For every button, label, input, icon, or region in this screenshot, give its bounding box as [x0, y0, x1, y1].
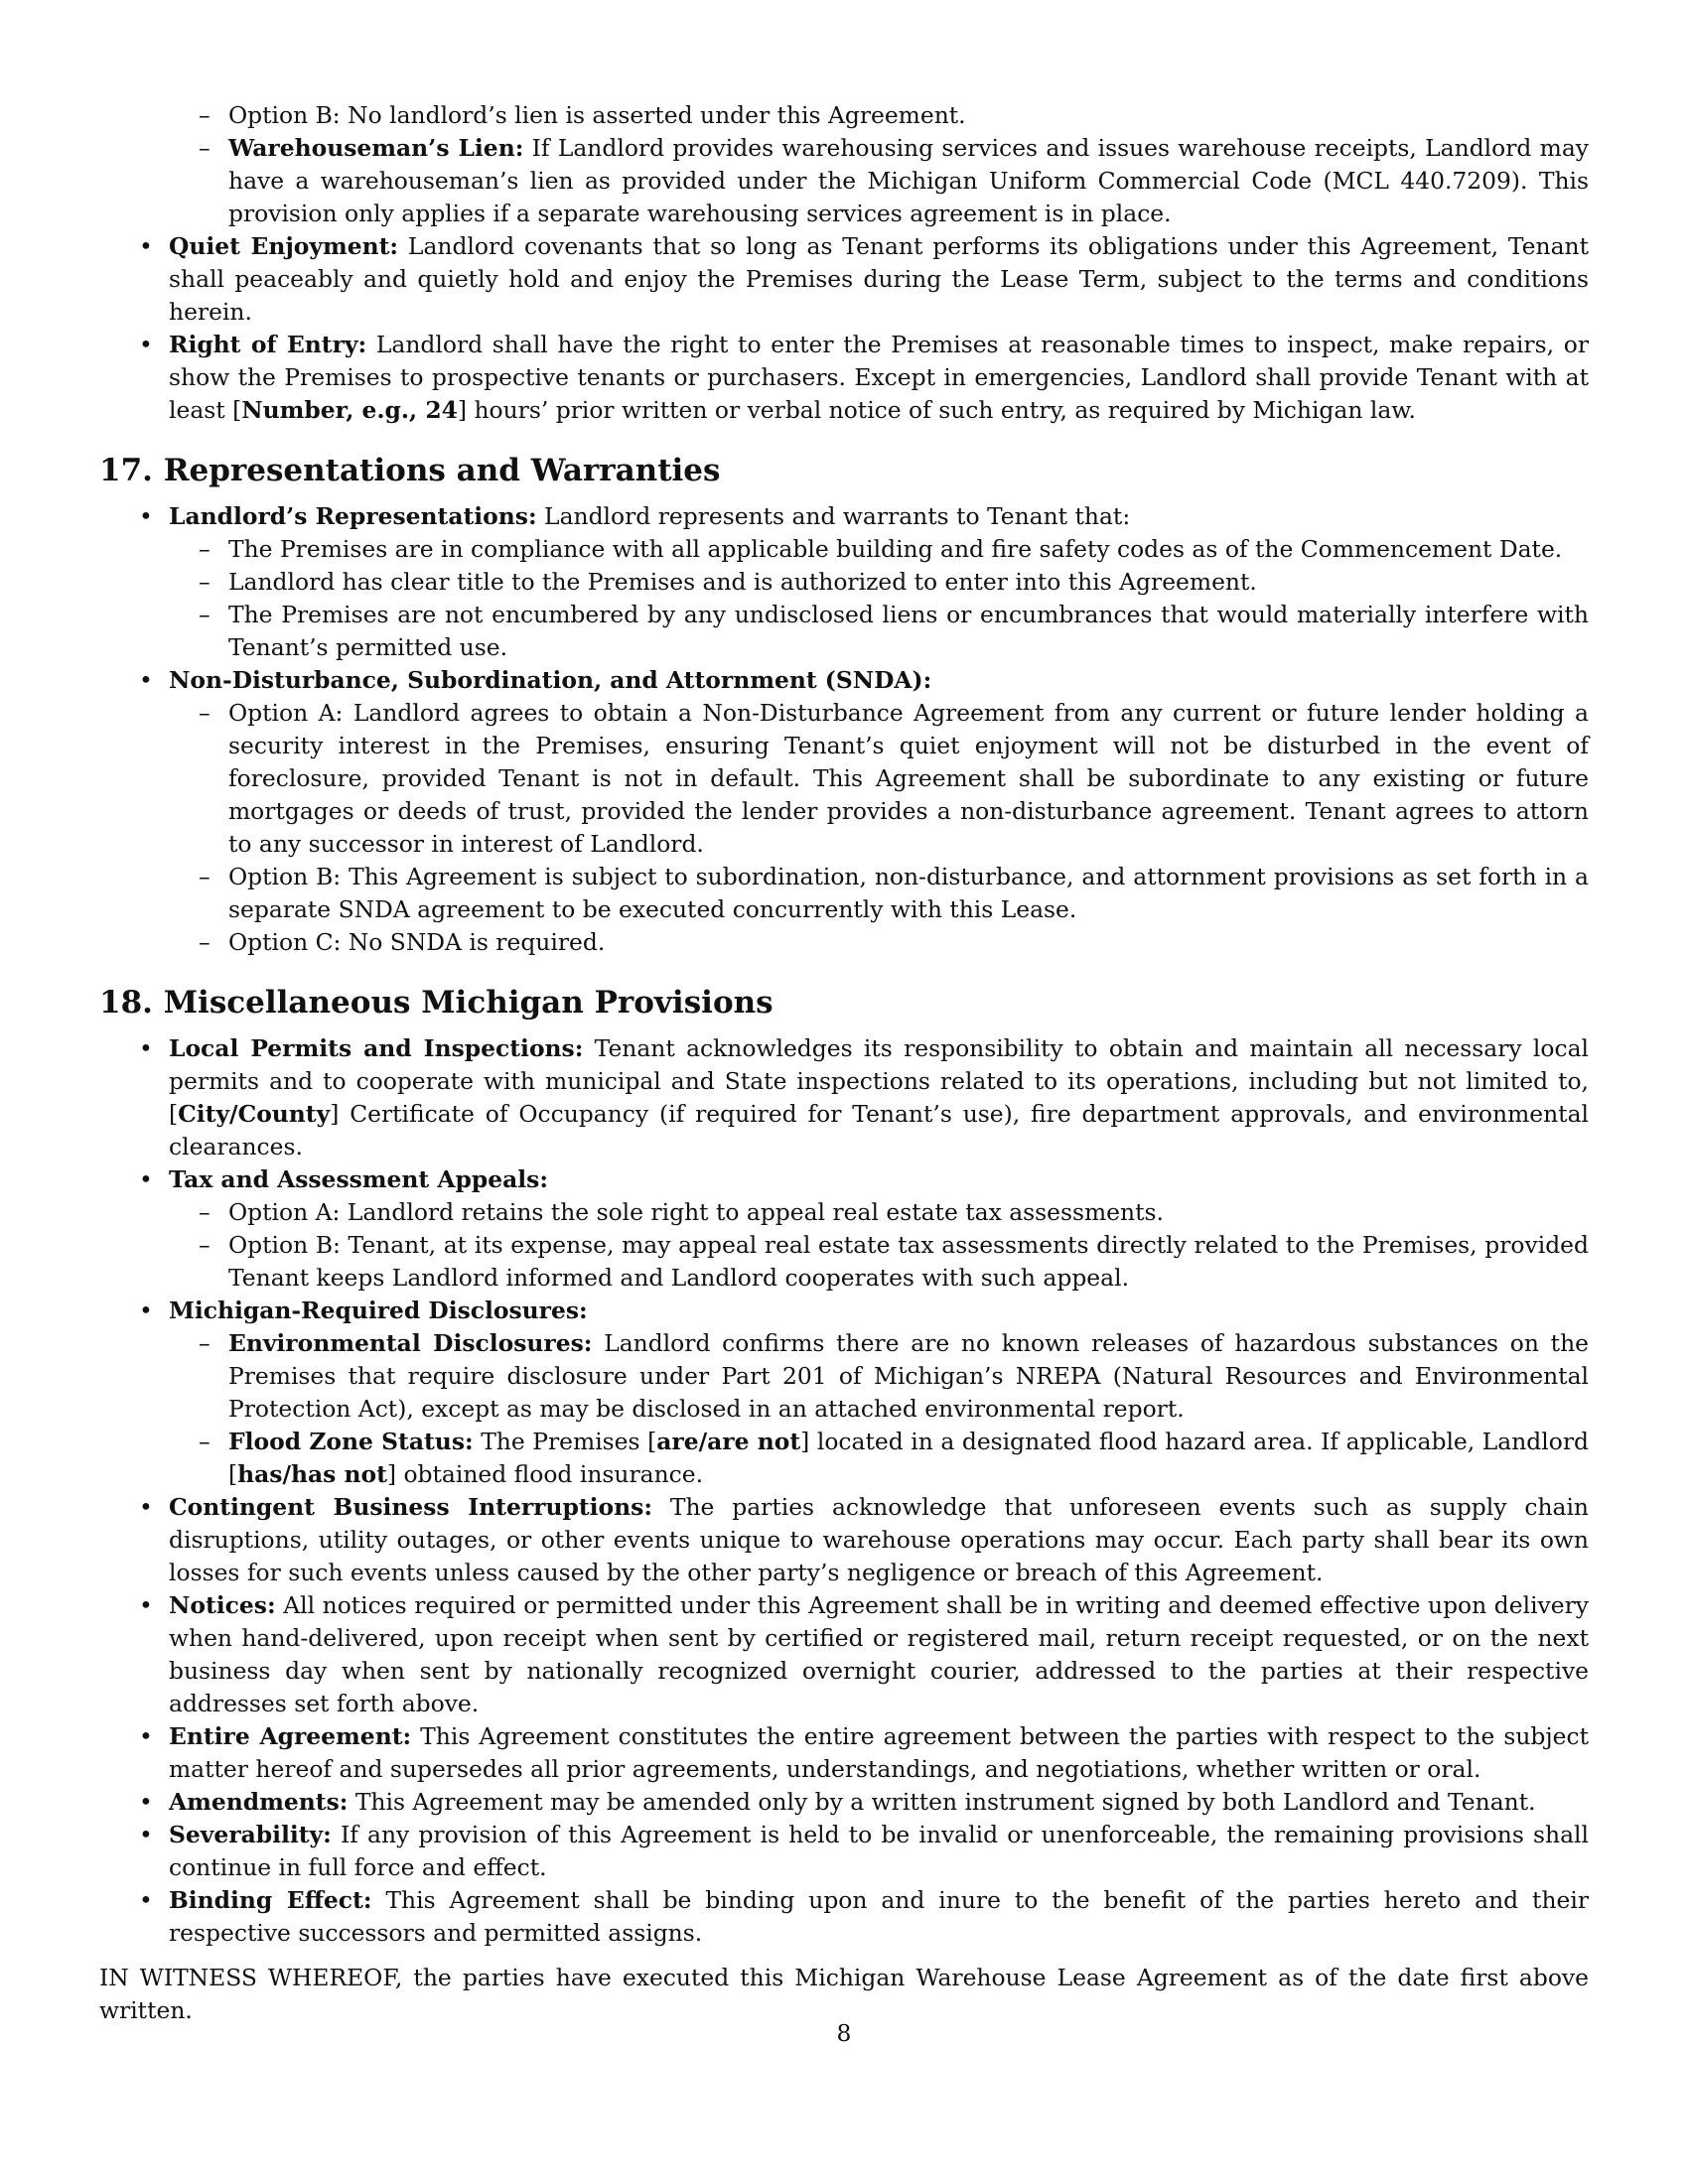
disclosures-list	[99, 1327, 1589, 1491]
list-item: • Quiet Enjoyment: Landlord covenants that so long as Tenant performs its obligations under this Agreement, Tenant shall peaceably and quietly hold and enjoy the Premises during the Lease Term, subject to the terms and conditions herein.	[139, 232, 1589, 326]
list-item: – The Premises are not encumbered by any undisclosed liens or encumbrances that would materially interfere with Tenant’s permitted use.	[199, 601, 1589, 661]
term-label: Contingent Business Interruptions:	[169, 1493, 652, 1521]
list-item: • Landlord’s Representations: Landlord represents and warrants to Tenant that: – The Premises are in compliance with all applicable building and fire safety codes as of the Commencement Date. – Landlord has clear title to the Premises and is authorized to enter into this Agreement. – The Premises are not encumbered by any undisclosed liens or encumbrances that would materially interfere with Tenant’s permitted use.	[99, 500, 1589, 664]
representations-list	[99, 533, 1589, 664]
term-label: Amendments:	[169, 1788, 349, 1816]
snda-options-list	[99, 697, 1589, 959]
lien-options-list	[169, 99, 1589, 230]
list-item: • Local Permits and Inspections: Tenant acknowledges its responsibility to obtain and maintain all necessary local permits and to cooperate with municipal and State inspections related to its operations, including but not limited to, [City/County] Certificate of Occupancy (if required for Tenant’s use), fire department approvals, and environmental clearances.	[139, 1034, 1590, 1160]
section-17-heading: 17. Representations and Warranties	[99, 453, 721, 488]
term-label: Environmental Disclosures:	[228, 1329, 593, 1357]
list-item: • Amendments: This Agreement may be amended only by a written instrument signed by both Landlord and Tenant.	[139, 1788, 1536, 1816]
section-17-body	[99, 500, 1589, 959]
list-item: • Tax and Assessment Appeals: – Option A: Landlord retains the sole right to appeal real estate tax assessments. – Option B: Tenant, at its expense, may appeal real estate tax assessments directly related to the Premises, provided Tenant keeps Landlord informed and Landlord cooperates with such appeal.	[99, 1163, 1589, 1295]
term-label: Warehouseman’s Lien:	[228, 134, 524, 162]
section-18-heading: 18. Miscellaneous Michigan Provisions	[99, 985, 774, 1021]
list-item: – Option B: No landlord’s lien is asserted under this Agreement.	[199, 101, 966, 129]
term-label: Tax and Assessment Appeals:	[169, 1165, 548, 1193]
term-label: Non-Disturbance, Subordination, and Attornment (SNDA):	[169, 666, 932, 694]
term-label: Landlord’s Representations:	[169, 502, 537, 530]
section-18-body	[99, 1032, 1589, 1950]
list-item: – Flood Zone Status: The Premises [are/are not] located in a designated flood hazard area. If applicable, Landlord [has/has not] obtained flood insurance.	[199, 1428, 1589, 1488]
section-17-list	[99, 500, 1589, 959]
list-item: – Option A: Landlord agrees to obtain a Non-Disturbance Agreement from any current or future lender holding a security interest in the Premises, ensuring Tenant’s quiet enjoyment will not be disturbed in the event of foreclosure, provided Tenant is not in default. This Agreement shall be subordinate to any existing or future mortgages or deeds of trust, provided the lender provides a non-disturbance agreement. Tenant agrees to attorn to any successor in interest of Landlord.	[199, 699, 1589, 858]
term-label: Flood Zone Status:	[228, 1428, 474, 1455]
list-item: • Severability: If any provision of this Agreement is held to be invalid or unenforceable, the remaining provisions shall continue in full force and effect.	[139, 1821, 1590, 1881]
tax-options-list	[99, 1196, 1589, 1295]
list-item: • Michigan-Required Disclosures: – Environmental Disclosures: Landlord confirms there are no known releases of hazardous substances on the Premises that require disclosure under Part 201 of Michigan’s NREPA (Natural Resources and Environmental Protection Act), except as may be disclosed in an attached environmental report. – Flood Zone Status: The Premises [are/are not] located in a designated flood hazard area. If applicable, Landlord [has/has not] obtained flood insurance.	[99, 1295, 1589, 1491]
list-item: – Option C: No SNDA is required.	[199, 928, 606, 956]
term-label: Right of Entry:	[169, 331, 367, 358]
list-item: – Warehouseman’s Lien: If Landlord provides warehousing services and issues warehouse receipts, Landlord may have a warehouseman’s lien as provided under the Michigan Uniform Commercial Code (MCL 440.7209). This provision only applies if a separate warehousing services agreement is in place.	[199, 134, 1590, 227]
list-item: • Binding Effect: This Agreement shall be binding upon and inure to the benefit of the parties hereto and their respective successors and permitted assigns.	[139, 1886, 1590, 1947]
list-item: – Option B: This Agreement is subject to subordination, non-disturbance, and attornment provisions as set forth in a separate SNDA agreement to be executed concurrently with this Lease.	[199, 863, 1589, 923]
term-label: Entire Agreement:	[169, 1722, 412, 1750]
page-number: 8	[836, 2019, 852, 2047]
term-label: Binding Effect:	[169, 1886, 372, 1914]
list-item: • Contingent Business Interruptions: The parties acknowledge that unforeseen events such as supply chain disruptions, utility outages, or other events unique to warehouse operations may occur. Each party shall bear its own losses for such events unless caused by the other party’s negligence or breach of this Agreement.	[139, 1493, 1589, 1586]
term-label: Severability:	[169, 1821, 332, 1848]
continued-section	[99, 99, 1589, 427]
term-label: Local Permits and Inspections:	[169, 1034, 584, 1062]
witness-clause: IN WITNESS WHEREOF, the parties have executed this Michigan Warehouse Lease Agreement as of the date first above written.	[99, 1964, 1589, 2024]
list-item: – Option A: Landlord retains the sole right to appeal real estate tax assessments.	[199, 1198, 1164, 1226]
list-item: • Non-Disturbance, Subordination, and Attornment (SNDA): – Option A: Landlord agrees to obtain a Non-Disturbance Agreement from any current or future lender holding a security interest in the Premises, ensuring Tenant’s quiet enjoyment will not be disturbed in the event of foreclosure, provided Tenant is not in default. This Agreement shall be subordinate to any existing or future mortgages or deeds of trust, provided the lender provides a non-disturbance agreement. Tenant agrees to attorn to any successor in interest of Landlord. – Option B: This Agreement is subject to subordination, non-disturbance, and attornment provisions as set forth in a separate SNDA agreement to be executed concurrently with this Lease. – Option C: No SNDA is required.	[99, 664, 1589, 959]
list-item: – Landlord has clear title to the Premises and is authorized to enter into this Agreement.	[199, 568, 1257, 596]
list-item: – Option B: Tenant, at its expense, may appeal real estate tax assessments directly related to the Premises, provided Tenant keeps Landlord informed and Landlord cooperates with such appeal.	[199, 1231, 1589, 1292]
document-page	[99, 99, 1589, 2144]
term-label: Michigan-Required Disclosures:	[169, 1297, 588, 1324]
term-label: Notices:	[169, 1591, 276, 1619]
list-item: • Notices: All notices required or permitted under this Agreement shall be in writing and deemed effective upon delivery when hand-delivered, upon receipt when sent by certified or registered mail, return receipt requested, or on the next business day when sent by nationally recognized overnight courier, addressed to the parties at their respective addresses set forth above.	[139, 1591, 1590, 1717]
section-18-list	[99, 1032, 1589, 1950]
list-item: • Right of Entry: Landlord shall have the right to enter the Premises at reasonable times to inspect, make repairs, or show the Premises to prospective tenants or purchasers. Except in emergencies, Landlord shall provide Tenant with at least [Number, e.g., 24] hours’ prior written or verbal notice of such entry, as required by Michigan law.	[139, 331, 1589, 424]
list-item: – The Premises are in compliance with all applicable building and fire safety codes as of the Commencement Date.	[199, 535, 1563, 563]
term-label: Quiet Enjoyment:	[169, 232, 399, 260]
list-item: – Environmental Disclosures: Landlord confirms there are no known releases of hazardous substances on the Premises that require disclosure under Part 201 of Michigan’s NREPA (Natural Resources and Environmental Protection Act), except as may be disclosed in an attached environmental report.	[199, 1329, 1589, 1423]
list-item: • Entire Agreement: This Agreement constitutes the entire agreement between the parties with respect to the subject matter hereof and supersedes all prior agreements, understandings, and negotiations, whether written or oral.	[139, 1722, 1589, 1783]
provisions-list	[99, 230, 1589, 427]
